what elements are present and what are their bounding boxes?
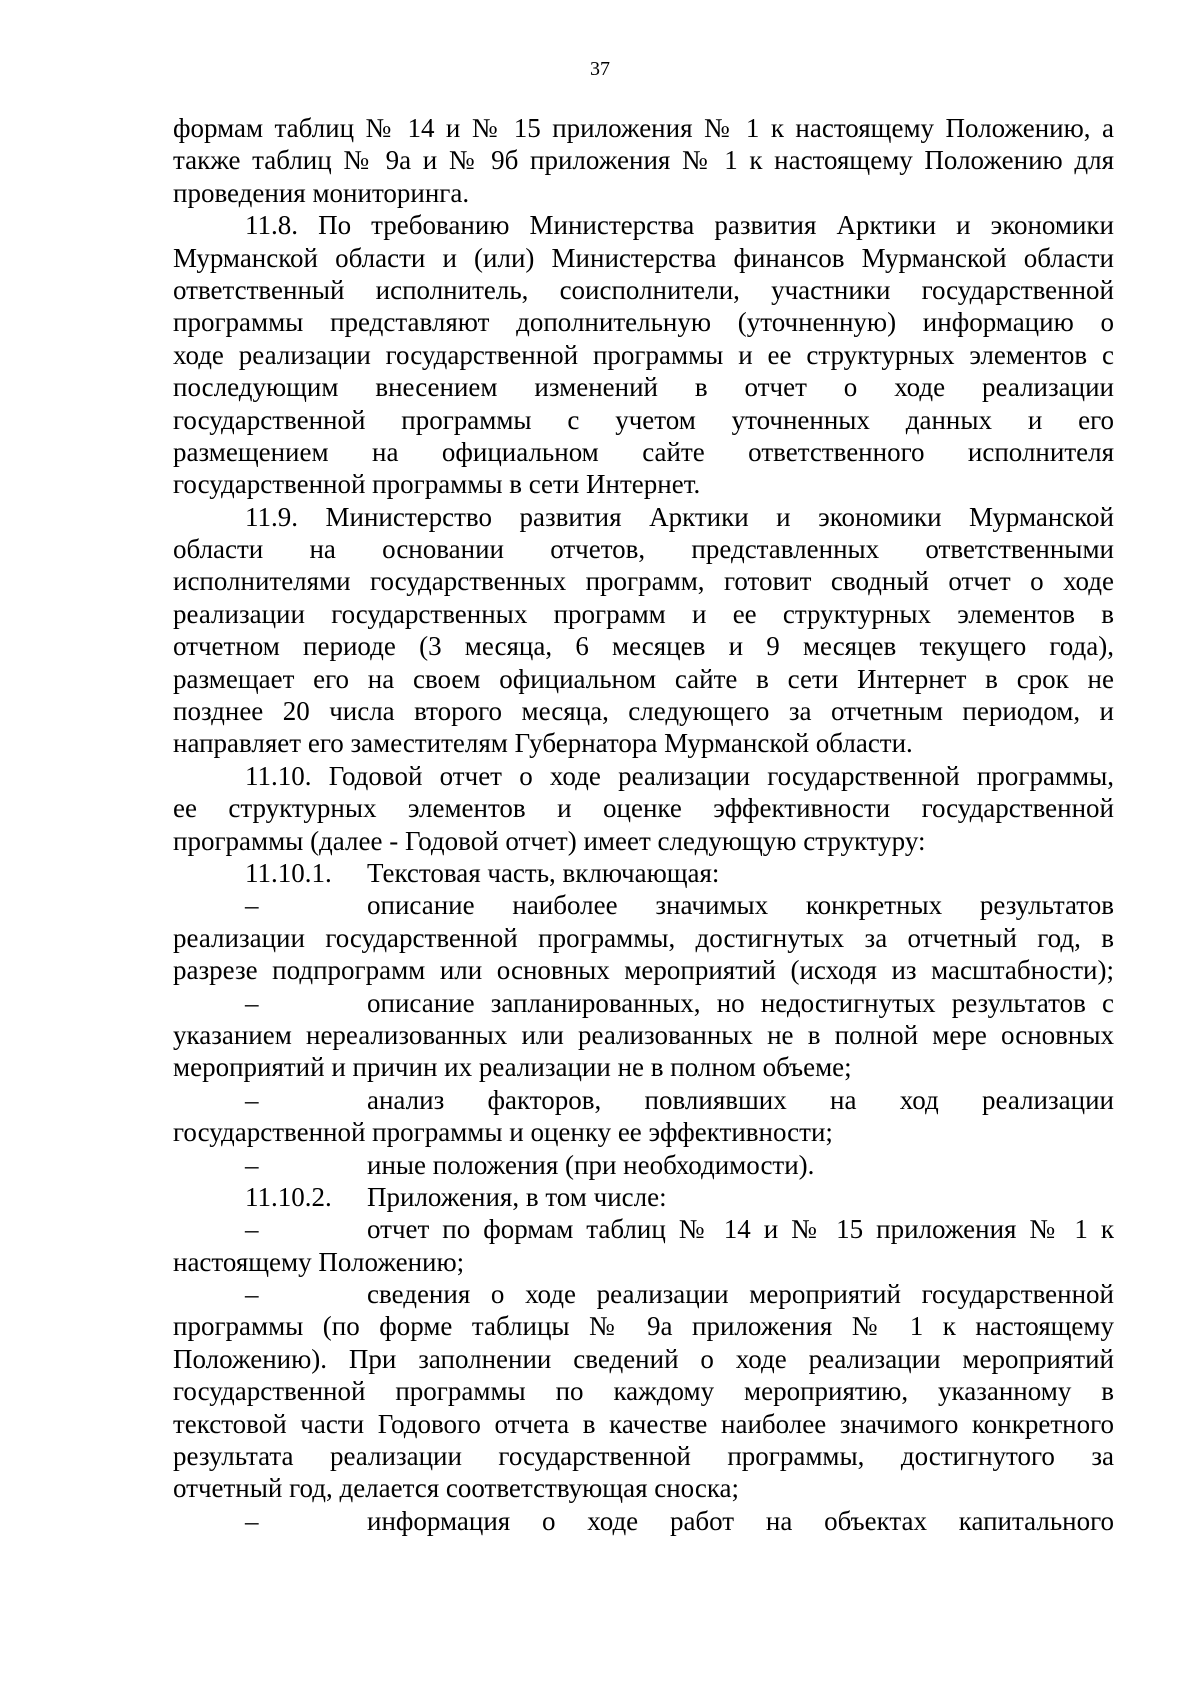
text-line: 11.8. По требованию Министерства развития Арктики и экономики [245, 210, 1114, 241]
list-item-continuation: Положению). При заполнении сведений о ходе реализации мероприятий [173, 1343, 1114, 1374]
text-line: исполнителями государственных программ, готовит сводный отчет о ходе [173, 566, 1114, 597]
text-line: проведения мониторинга. [173, 177, 470, 208]
text-line: Мурманской области и (или) Министерства финансов Мурманской области [173, 242, 1114, 273]
list-item [173, 1213, 1114, 1245]
text-line: последующим внесением изменений в отчет о ходе реализации [173, 372, 1114, 403]
text-line: 11.9. Министерство развития Арктики и экономики Мурманской [245, 501, 1114, 532]
list-item [173, 987, 1114, 1019]
text-line: размещением на официальном сайте ответственного исполнителя [173, 436, 1114, 467]
text-line: направляет его заместителям Губернатора Мурманской области. [173, 728, 913, 759]
text-line: также таблиц № 9а и № 9б приложения № 1 к настоящему Положению для [173, 145, 1114, 176]
list-item-continuation: указанием нереализованных или реализованных не в полной мере основных [173, 1019, 1114, 1050]
text-line: реализации государственных программ и ее структурных элементов в [173, 598, 1114, 629]
text-line: отчетном периоде (3 месяца, 6 месяцев и 9 месяцев текущего года), [173, 631, 1114, 662]
item-heading: Приложения, в том числе: [367, 1181, 667, 1212]
text-line: ходе реализации государственной программы и ее структурных элементов с [173, 339, 1114, 370]
list-item-text: описание запланированных, но недостигнутых результатов с [367, 987, 1114, 1018]
item-number: 11.10.1. [245, 857, 332, 888]
dash-bullet: – [245, 890, 259, 921]
text-line: формам таблиц № 14 и № 15 приложения № 1 к настоящему Положению, а [173, 113, 1114, 143]
list-item-text: сведения о ходе реализации мероприятий государственной [367, 1279, 1114, 1310]
page-number: 37 [590, 58, 610, 80]
list-item [173, 1505, 1114, 1537]
dash-bullet: – [245, 1279, 259, 1310]
text-line: ее структурных элементов и оценке эффективности государственной [173, 793, 1114, 824]
list-item [173, 1278, 1114, 1310]
item-number: 11.10.2. [245, 1181, 332, 1212]
list-item-continuation: государственной программы и оценку ее эффективности; [173, 1117, 833, 1148]
text-line: программы (далее - Годовой отчет) имеет следующую структуру: [173, 825, 926, 856]
text-line: позднее 20 числа второго месяца, следующего за отчетным периодом, и [173, 696, 1114, 727]
numbered-item [173, 1181, 1114, 1213]
dash-bullet: – [245, 1214, 259, 1245]
list-item [173, 1149, 1114, 1181]
text-line: ответственный исполнитель, соисполнители, участники государственной [173, 274, 1114, 305]
text-line: государственной программы с учетом уточненных данных и его [173, 404, 1114, 435]
list-item [173, 889, 1114, 921]
list-item-continuation: мероприятий и причин их реализации не в полном объеме; [173, 1052, 852, 1083]
numbered-item [173, 857, 1114, 889]
text-line: государственной программы в сети Интернет. [173, 469, 701, 500]
text-line: размещает его на своем официальном сайте в сети Интернет в срок не [173, 663, 1114, 694]
document-body [173, 112, 1114, 1537]
list-item-continuation: отчетный год, делается соответствующая сноска; [173, 1473, 740, 1504]
dash-bullet: – [245, 987, 259, 1018]
list-item-continuation: разрезе подпрограмм или основных мероприятий (исходя из масштабности); [173, 955, 1114, 986]
text-line: области на основании отчетов, представленных ответственными [173, 534, 1114, 565]
text-line: программы представляют дополнительную (уточненную) информацию о [173, 307, 1114, 338]
text-line: 11.10. Годовой отчет о ходе реализации государственной программы, [245, 760, 1114, 791]
dash-bullet: – [245, 1149, 259, 1180]
list-item-text: иные положения (при необходимости). [367, 1149, 815, 1180]
dash-bullet: – [245, 1084, 259, 1115]
list-item-continuation: реализации государственной программы, достигнутых за отчетный год, в [173, 922, 1114, 953]
item-heading: Текстовая часть, включающая: [367, 857, 720, 888]
list-item-continuation: текстовой части Годового отчета в качестве наиболее значимого конкретного [173, 1408, 1114, 1439]
list-item-continuation: настоящему Положению; [173, 1246, 465, 1277]
list-item-continuation: государственной программы по каждому мероприятию, указанному в [173, 1376, 1114, 1407]
list-item-text: информация о ходе работ на объектах капитального [367, 1505, 1114, 1536]
list-item-continuation: программы (по форме таблицы № 9а приложения № 1 к настоящему [173, 1311, 1114, 1342]
list-item-text: анализ факторов, повлиявших на ход реализации [367, 1084, 1114, 1115]
list-item-continuation: результата реализации государственной программы, достигнутого за [173, 1441, 1114, 1472]
dash-bullet: – [245, 1505, 259, 1536]
list-item [173, 1084, 1114, 1116]
list-item-text: описание наиболее значимых конкретных результатов [367, 890, 1114, 921]
list-item-text: отчет по формам таблиц № 14 и № 15 приложения № 1 к [367, 1214, 1114, 1245]
